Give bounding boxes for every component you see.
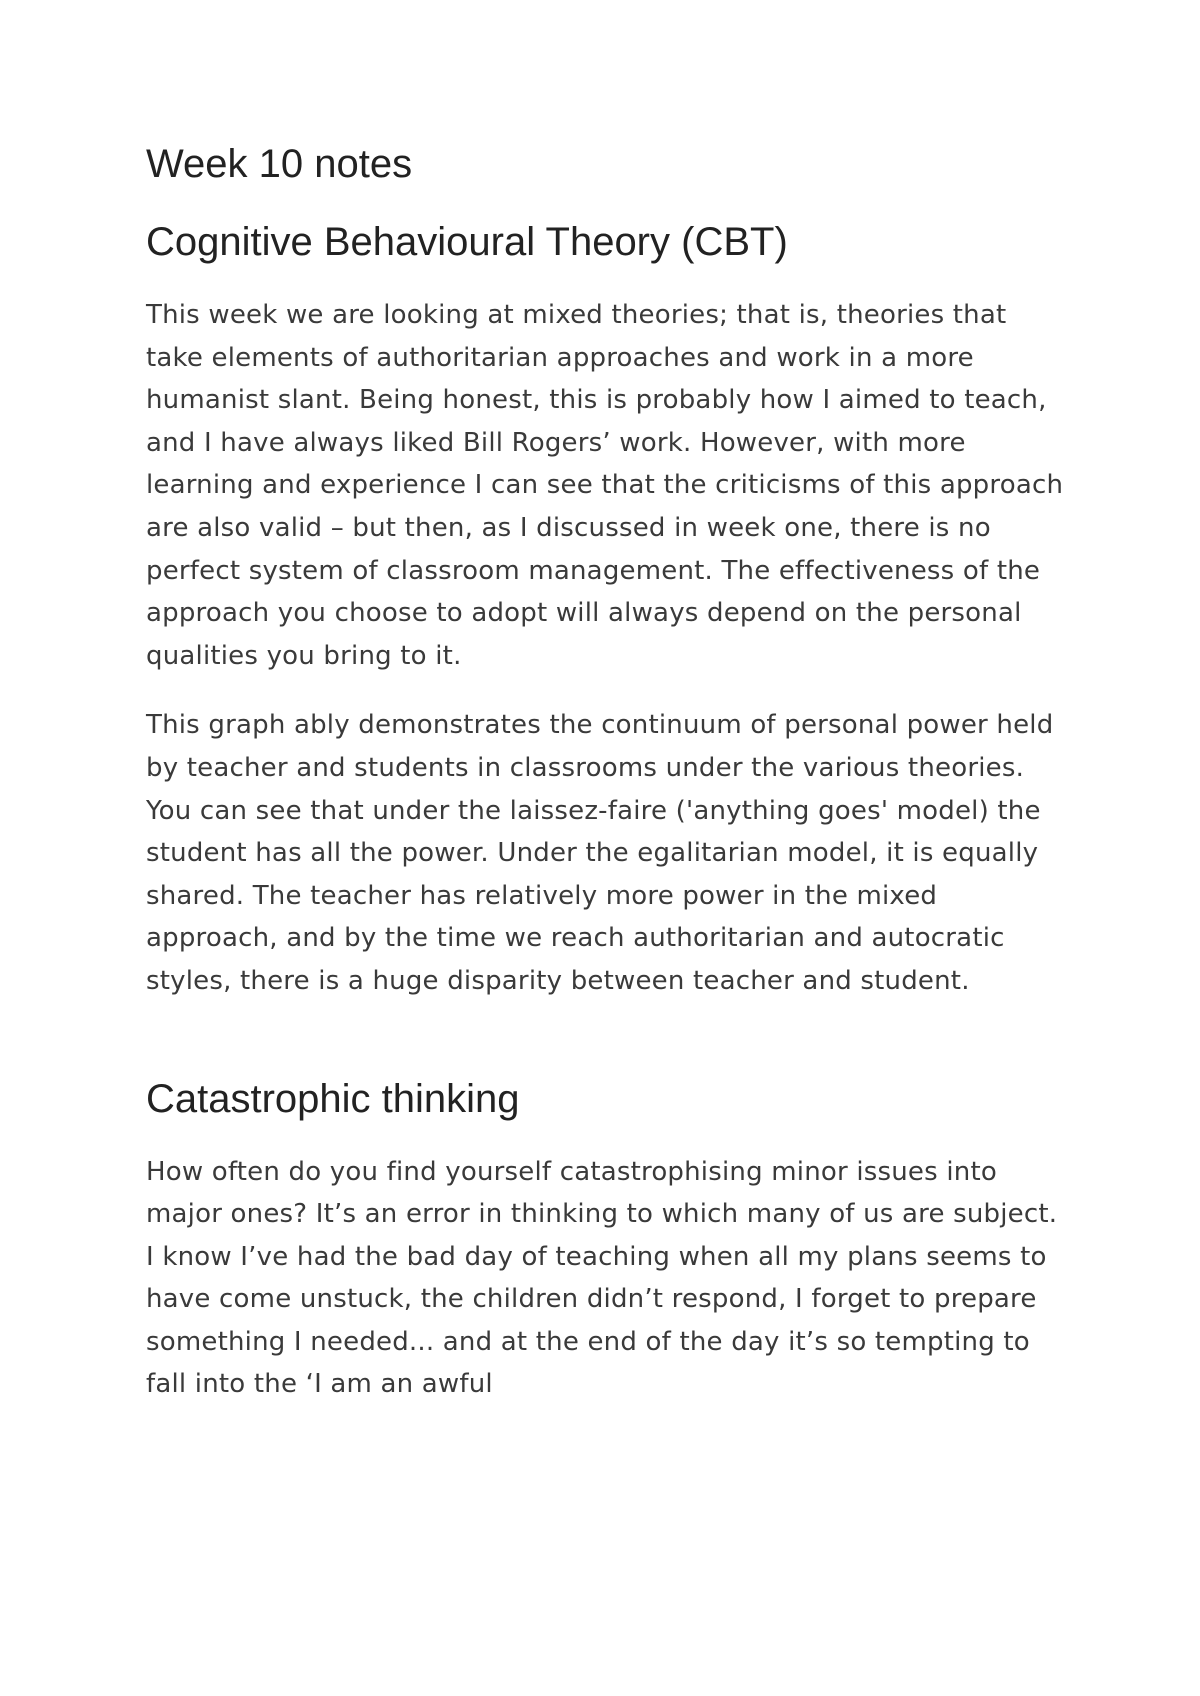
paragraph-power-continuum: This graph ably demonstrates the continuum of personal power held by teacher and students in classrooms under the various theories. You can see that under the laissez-faire ('anything goes' model) the student has all the power. Under the egalitarian model, it is equally shared. The teacher has relatively more power in the mixed approach, and by the time we reach authoritarian and autocratic styles, there is a huge disparity between teacher and student. xyxy=(146,710,1054,996)
document-page xyxy=(146,138,1066,1433)
paragraph-catastrophising: How often do you find yourself catastrophising minor issues into major ones? It’s an error in thinking to which many of us are subject. I know I’ve had the bad day of teaching when all my plans seems to have come unstuck, the children didn’t respond, I forget to prepare something I needed... and at the end of the day it’s so tempting to fall into the ‘I am an awful xyxy=(146,1156,1058,1400)
section-cbt xyxy=(146,216,1066,1003)
section-catastrophic-thinking xyxy=(146,1073,1066,1407)
section-heading-catastrophic-thinking: Catastrophic thinking xyxy=(146,1076,520,1121)
paragraph-mixed-theories: This week we are looking at mixed theories; that is, theories that take elements of authoritarian approaches and work in a more humanist slant. Being honest, this is probably how I aimed to teach, and I have always liked Bill Rogers’ work. However, with more learning and experience I can see that the criticisms of this approach are also valid – but then, as I discussed in week one, there is no perfect system of classroom management. The effectiveness of the approach you choose to adopt will always depend on the personal qualities you bring to it. xyxy=(146,300,1064,671)
section-heading-cbt: Cognitive Behavioural Theory (CBT) xyxy=(146,220,788,264)
document-title: Week 10 notes xyxy=(146,142,413,186)
